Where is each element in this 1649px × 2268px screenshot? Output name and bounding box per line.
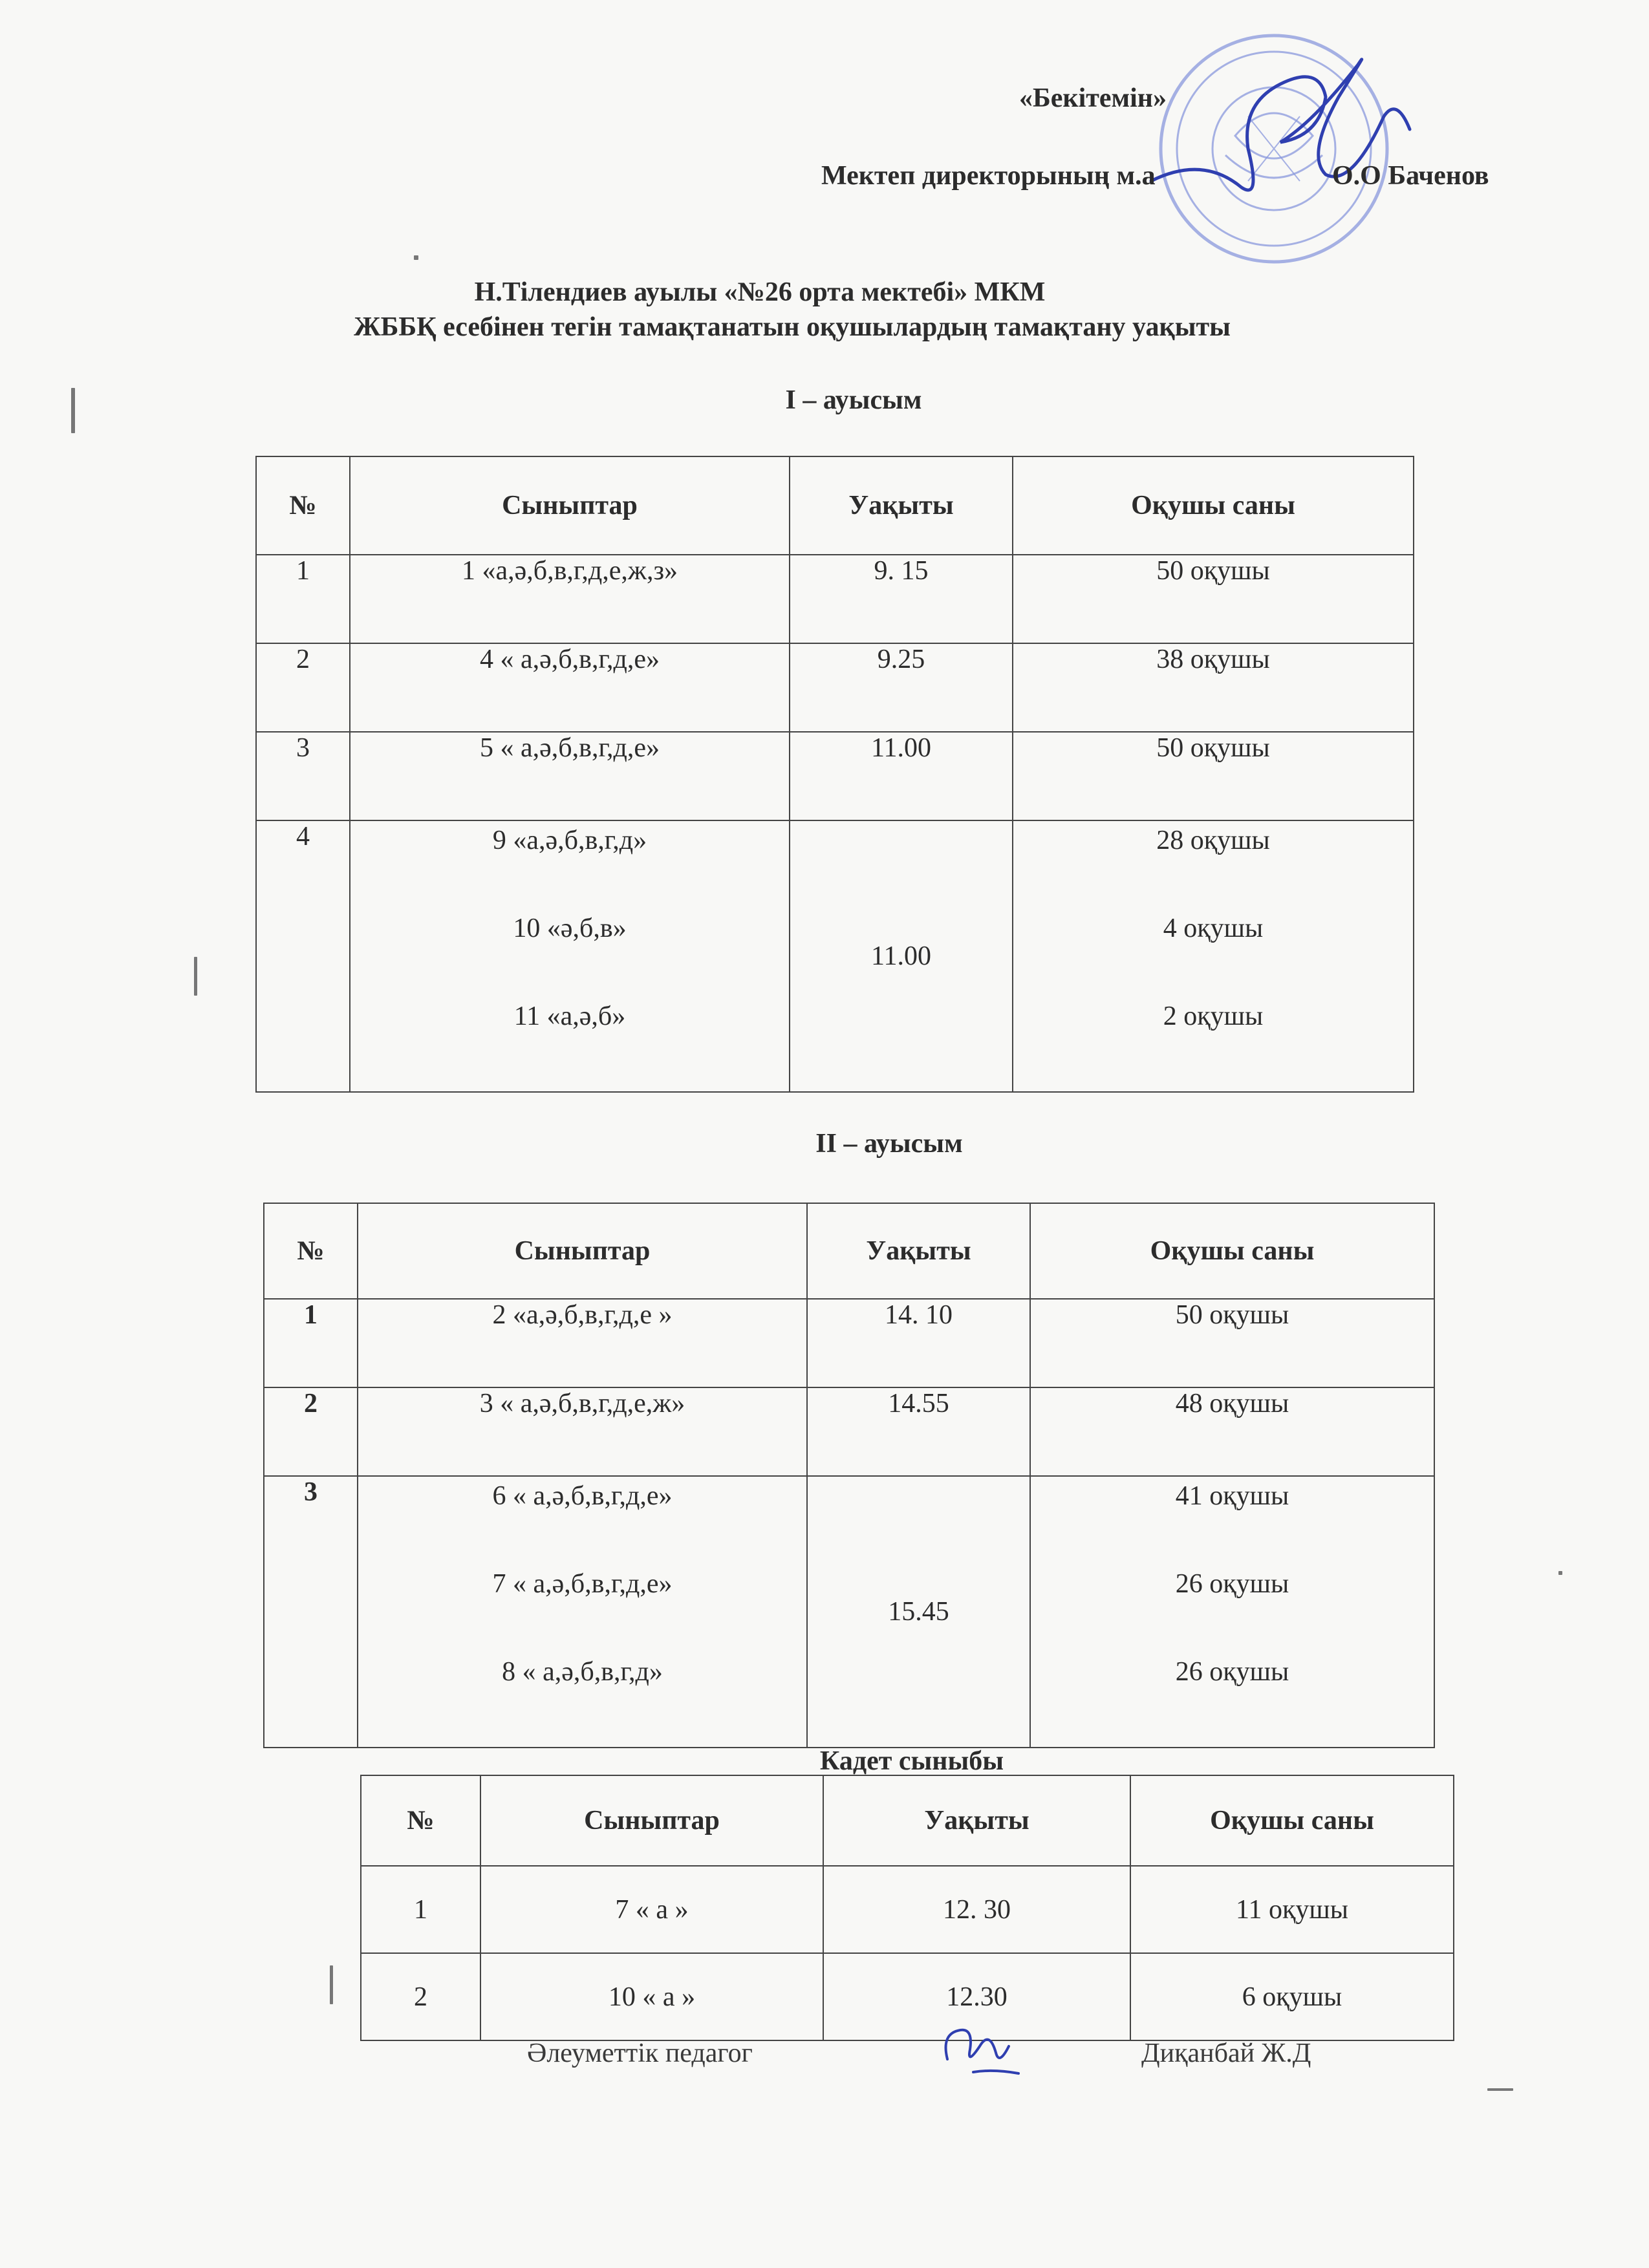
row-count-list <box>1030 1476 1434 1748</box>
row-time: 12.30 <box>823 1953 1130 2040</box>
row-num: 3 <box>264 1476 358 1748</box>
row-classes: 3 « а,ә,б,в,г,д,е,ж» <box>358 1387 807 1476</box>
scan-mark <box>330 1965 333 2004</box>
shift1-table <box>255 456 1414 1093</box>
row-classes: 4 « а,ә,б,в,г,д,е» <box>350 643 790 732</box>
row-count: 48 оқушы <box>1030 1387 1434 1476</box>
row-time: 12. 30 <box>823 1866 1130 1953</box>
col-count-header: Оқушы саны <box>1030 1203 1434 1299</box>
count-entry: 41 оқушы <box>1175 1481 1289 1511</box>
scan-mark <box>1487 2088 1513 2091</box>
table-row <box>256 555 1414 643</box>
cadet-title: Кадет сыныбы <box>819 1746 1004 1776</box>
row-count: 50 оқушы <box>1013 732 1414 820</box>
row-classes: 7 « а » <box>480 1866 823 1953</box>
row-time: 9.25 <box>790 643 1013 732</box>
row-num: 2 <box>361 1953 480 2040</box>
director-name: О.О Баченов <box>1332 161 1489 191</box>
col-count-header: Оқушы саны <box>1013 456 1414 555</box>
row-num: 1 <box>361 1866 480 1953</box>
class-entry: 8 « а,ә,б,в,г,д» <box>502 1657 663 1687</box>
footer-name: Диқанбай Ж.Д <box>1141 2038 1311 2068</box>
col-num-header: № <box>256 456 350 555</box>
table-row-multi <box>264 1476 1434 1748</box>
row-classes: 1 «а,ә,б,в,г,д,е,ж,з» <box>350 555 790 643</box>
director-approval-line <box>821 160 1520 191</box>
count-entry: 2 оқушы <box>1163 1001 1264 1031</box>
row-time: 14. 10 <box>807 1299 1030 1387</box>
col-count-header: Оқушы саны <box>1130 1775 1454 1866</box>
scan-mark <box>1558 1571 1562 1575</box>
table-header-row <box>361 1775 1454 1866</box>
row-count: 50 оқушы <box>1030 1299 1434 1387</box>
director-signature-icon <box>1112 26 1474 246</box>
table-header-row <box>256 456 1414 555</box>
row-classes: 5 « а,ә,б,в,г,д,е» <box>350 732 790 820</box>
approval-title: «Бекітемін» <box>1018 83 1167 113</box>
count-entry: 4 оқушы <box>1163 914 1264 943</box>
class-entry: 10 «ә,б,в» <box>513 914 627 943</box>
cadet-table <box>360 1775 1454 2041</box>
count-entry: 26 оқушы <box>1175 1569 1289 1599</box>
row-classes-list <box>350 820 790 1092</box>
scan-mark <box>71 388 75 433</box>
col-num-header: № <box>264 1203 358 1299</box>
col-time-header: Уақыты <box>807 1203 1030 1299</box>
col-classes-header: Сыныптар <box>350 456 790 555</box>
table-row <box>361 1866 1454 1953</box>
row-time: 15.45 <box>807 1476 1030 1748</box>
row-num: 1 <box>256 555 350 643</box>
row-time: 11.00 <box>790 820 1013 1092</box>
row-time: 9. 15 <box>790 555 1013 643</box>
row-count: 11 оқушы <box>1130 1866 1454 1953</box>
row-num: 2 <box>264 1387 358 1476</box>
class-entry: 7 « а,ә,б,в,г,д,е» <box>492 1569 673 1599</box>
shift1-title: I – ауысым <box>785 385 922 415</box>
scan-mark <box>194 957 197 996</box>
pedagog-signature-icon <box>934 2020 1025 2079</box>
row-classes: 10 « а » <box>480 1953 823 2040</box>
row-time: 11.00 <box>790 732 1013 820</box>
class-entry: 11 «а,ә,б» <box>513 1001 626 1031</box>
row-count-list <box>1013 820 1414 1092</box>
class-entry: 9 «а,ә,б,в,г,д» <box>492 826 647 855</box>
class-entry: 6 « а,ә,б,в,г,д,е» <box>492 1481 673 1511</box>
row-count: 38 оқушы <box>1013 643 1414 732</box>
table-header-row <box>264 1203 1434 1299</box>
row-num: 1 <box>264 1299 358 1387</box>
table-row <box>361 1953 1454 2040</box>
school-heading: Н.Тілендиев ауылы «№26 орта мектебі» МКМ <box>474 277 1046 307</box>
row-num: 4 <box>256 820 350 1092</box>
row-count: 6 оқушы <box>1130 1953 1454 2040</box>
col-time-header: Уақыты <box>823 1775 1130 1866</box>
table-row <box>264 1387 1434 1476</box>
director-label: Мектеп директорының м.а <box>821 161 1156 191</box>
footer-role: Әлеуметтік педагог <box>527 2038 753 2068</box>
col-classes-header: Сыныптар <box>480 1775 823 1866</box>
col-num-header: № <box>361 1775 480 1866</box>
row-time: 14.55 <box>807 1387 1030 1476</box>
row-count: 50 оқушы <box>1013 555 1414 643</box>
row-classes-list <box>358 1476 807 1748</box>
shift2-table <box>263 1203 1435 1748</box>
table-row <box>256 732 1414 820</box>
col-classes-header: Сыныптар <box>358 1203 807 1299</box>
shift2-title: II – ауысым <box>815 1129 963 1159</box>
row-num: 3 <box>256 732 350 820</box>
document-subtitle: ЖББҚ есебінен тегін тамақтанатын оқушылардың тамақтану уақыты <box>354 312 1231 342</box>
count-entry: 26 оқушы <box>1175 1657 1289 1687</box>
row-num: 2 <box>256 643 350 732</box>
table-row-multi <box>256 820 1414 1092</box>
col-time-header: Уақыты <box>790 456 1013 555</box>
row-classes: 2 «а,ә,б,в,г,д,е » <box>358 1299 807 1387</box>
scan-mark <box>414 255 418 260</box>
count-entry: 28 оқушы <box>1156 826 1270 855</box>
table-row <box>264 1299 1434 1387</box>
table-row <box>256 643 1414 732</box>
